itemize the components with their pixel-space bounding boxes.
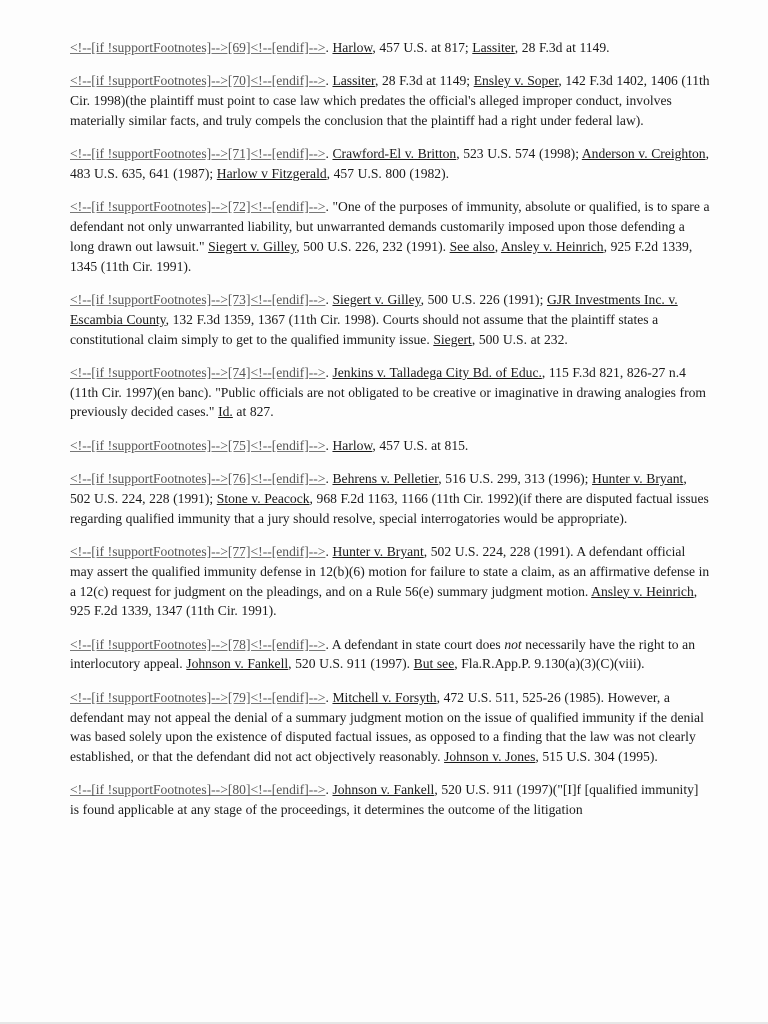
footnote-text: , 28 F.3d at 1149; [374,73,474,89]
footnote-marker-link[interactable]: <!--[if !supportFootnotes]-->[73]<!--[endif]--> [70,291,326,307]
case-citation: Harlow v Fitzgerald [216,165,327,181]
footnote-marker-link[interactable]: <!--[if !supportFootnotes]-->[78]<!--[endif]--> [70,636,326,652]
footnote-marker-link[interactable]: <!--[if !supportFootnotes]-->[77]<!--[endif]--> [70,543,326,559]
footnote-text: . [325,543,333,559]
footnote [70,290,710,349]
footnote-text: , 142 F.3d 1402, 1406 (11th Cir. 1998)(the plaintiff must point to case law which predates the official's alleged improper conduct, involves materially similar facts, and truly compels the conclusion that the plaintiff had a right under federal law). [70,73,710,128]
case-citation: Lassiter [472,40,515,55]
footnote [70,38,710,58]
footnote-text: . [325,782,333,798]
footnote-text: , 457 U.S. 800 (1982). [326,165,450,181]
footnote-text: , 28 F.3d at 1149. [514,40,610,55]
footnote-text: , 500 U.S. 226, 232 (1991). [296,238,450,254]
case-citation: But see [413,656,455,672]
footnote-text: . [325,437,333,453]
emphasis-text: not [504,636,522,652]
footnote-marker-link[interactable]: <!--[if !supportFootnotes]-->[70]<!--[endif]--> [70,73,326,89]
footnote-text: . [325,40,333,55]
footnote-text: , 483 U.S. 635, 641 (1987); [70,146,709,181]
footnote-text: , 472 U.S. 511, 525-26 (1985). However, a defendant may not appeal the denial of a summary judgment motion on the issue of qualified immunity if the denial was based solely upon the existence of disputed factual issues, as opposed to a finding that the law was not clearly established, or that the defendant did not act objectively reasonably. [70,689,704,765]
case-citation: GJR Investments Inc. v. Escambia County [70,291,678,327]
footnote-text: , 502 U.S. 224, 228 (1991); [70,471,687,506]
case-citation: Jenkins v. Talladega City Bd. of Educ. [332,364,542,380]
case-citation: Harlow [332,40,373,55]
footnote-text: , 968 F.2d 1163, 1166 (11th Cir. 1992)(if there are disputed factual issues regarding qualified immunity that a jury should resolve, special interrogatories would be appropriate). [70,490,709,526]
footnote-text: , 132 F.3d 1359, 1367 (11th Cir. 1998). Courts should not assume that the plaintiff states a constitutional claim simply to get to the qualified immunity issue. [70,311,659,347]
footnote-text: , 523 U.S. 574 (1998); [456,146,582,162]
case-citation: Id. [218,404,233,420]
footnote-text: , 115 F.3d 821, 826-27 n.4 (11th Cir. 1997)(en banc). "Public officials are not obligated to be creative or imaginative in drawing analogies from previously decided cases." [70,364,706,420]
case-citation: Siegert v. Gilley [332,291,421,307]
case-citation: Crawford-El v. Britton [332,146,457,162]
footnote-text: . [325,291,333,307]
case-citation: Lassiter [332,73,375,89]
case-citation: Ensley v. Soper [473,73,559,89]
footnote-marker-link[interactable]: <!--[if !supportFootnotes]-->[74]<!--[endif]--> [70,364,326,380]
footnote-marker-link[interactable]: <!--[if !supportFootnotes]-->[71]<!--[endif]--> [70,146,326,162]
case-citation: Johnson v. Fankell [332,782,435,798]
footnote-text: . [325,471,333,487]
footnote-text: , [494,238,501,254]
footnote-marker-link[interactable]: <!--[if !supportFootnotes]-->[72]<!--[endif]--> [70,199,326,215]
footnote-marker-link[interactable]: <!--[if !supportFootnotes]-->[80]<!--[endif]--> [70,782,326,798]
footnote-text: , 520 U.S. 911 (1997)("[I]f [qualified immunity] is found applicable at any stage of the proceedings, it determines the outcome of the litigation [70,782,699,818]
footnote-text: , 457 U.S. at 815. [372,437,469,453]
footnote [70,780,710,820]
footnote-text: at 827. [232,404,274,420]
footnote-text: , 925 F.2d 1339, 1345 (11th Cir. 1991). [70,238,693,274]
footnote-text: . [325,364,333,380]
footnote-text: , 520 U.S. 911 (1997). [288,656,414,672]
footnote-text: , 457 U.S. at 817; [372,40,473,55]
footnote [70,635,710,675]
footnote [70,197,710,276]
footnote-text: , 502 U.S. 224, 228 (1991). A defendant official may assert the qualified immunity defense in 12(b)(6) motion for failure to state a claim, as an affirmative defense in a 12(c) request for judgment on the pleadings, and on a Rule 56(e) summary judgment motion. [70,543,710,599]
footnote-marker-link[interactable]: <!--[if !supportFootnotes]-->[79]<!--[endif]--> [70,689,326,705]
footnote-text: , 516 U.S. 299, 313 (1996); [438,471,593,487]
footnote [70,542,710,621]
footnote [70,688,710,767]
case-citation: Johnson v. Fankell [186,656,289,672]
footnote [70,363,710,422]
case-citation: Hunter v. Bryant [592,471,684,487]
footnote-list [70,38,710,820]
footnote-marker-link[interactable]: <!--[if !supportFootnotes]-->[75]<!--[endif]--> [70,437,326,453]
case-citation: Mitchell v. Forsyth [332,689,437,705]
footnote-text: , 500 U.S. at 232. [471,331,568,347]
case-citation: Anderson v. Creighton [581,146,706,162]
footnote-text: . [325,73,333,89]
footnote-text: , 500 U.S. 226 (1991); [420,291,547,307]
footnote-marker-link[interactable]: <!--[if !supportFootnotes]-->[76]<!--[endif]--> [70,471,326,487]
footnote [70,144,710,184]
footnote-text: , Fla.R.App.P. 9.130(a)(3)(C)(viii). [454,656,645,672]
footnote-text: . [325,146,333,162]
footnote-text: . "One of the purposes of immunity, absolute or qualified, is to spare a defendant not only unwarranted liability, but unwarranted demands customarily imposed upon those defending a long drawn out lawsuit." [70,199,710,254]
case-citation: Johnson v. Jones [444,749,536,765]
footnote-text: , 925 F.2d 1339, 1347 (11th Cir. 1991). [70,583,698,619]
footnote-text: necessarily have the right to an interlocutory appeal. [70,636,696,672]
footnote-text: . [325,689,333,705]
case-citation: Behrens v. Pelletier [332,471,439,487]
case-citation: Siegert [433,331,472,347]
case-citation: Siegert v. Gilley [208,238,297,254]
case-citation: Ansley v. Heinrich [500,238,604,254]
footnote-text: , 515 U.S. 304 (1995). [535,749,658,765]
footnote-marker-link[interactable]: <!--[if !supportFootnotes]-->[69]<!--[endif]--> [70,40,326,55]
case-citation: See also [449,238,495,254]
case-citation: Stone v. Peacock [216,490,310,506]
footnote [70,436,710,456]
footnote [70,71,710,130]
footnote [70,469,710,528]
footnote-text: . A defendant in state court does [325,636,505,652]
case-citation: Ansley v. Heinrich [591,583,694,599]
case-citation: Hunter v. Bryant [332,543,424,559]
case-citation: Harlow [332,437,373,453]
